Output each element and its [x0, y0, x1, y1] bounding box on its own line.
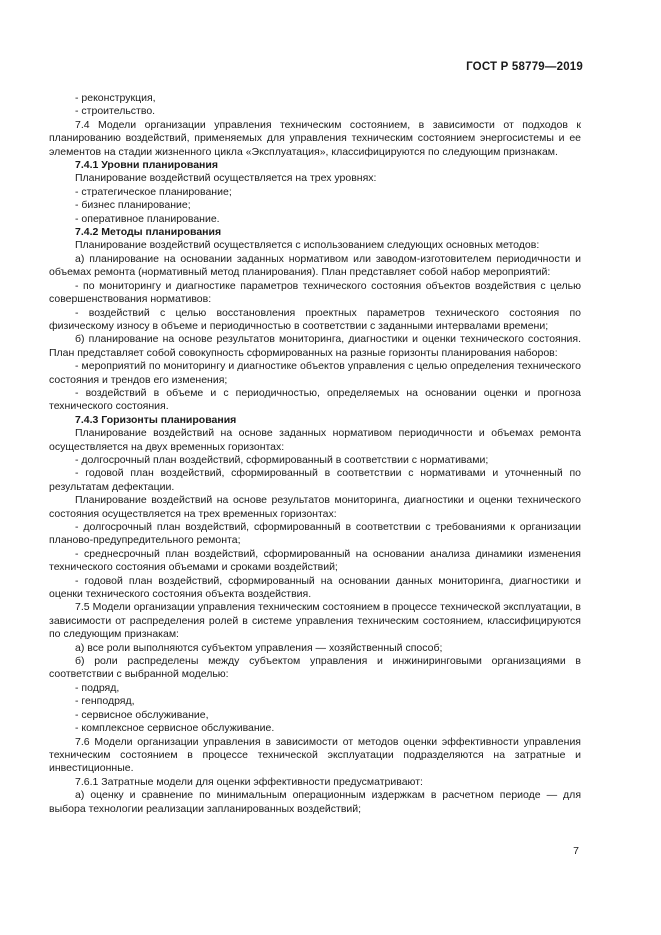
- list-item: - строительство.: [75, 105, 156, 118]
- list-item: - долгосрочный план воздействий, сформированный в соответствии с нормативами;: [75, 453, 489, 466]
- list-item: - по мониторингу и диагностике параметров технического состояния объектов воздействия с целью совершенствования нормативов:: [49, 279, 581, 306]
- list-item: - долгосрочный план воздействий, сформированный в соответствии с требованиями к организации планово-предупредительного ремонта;: [49, 521, 581, 547]
- paragraph: Планирование воздействий осуществляется с использованием следующих основных методов:: [75, 239, 540, 252]
- list-item: - воздействий с целью восстановления проектных параметров технического состояния по физическому износу в объеме и периодичностью в соответствии с заданными интервалами времени;: [49, 306, 581, 332]
- list-item: а) все роли выполняются субъектом управления — хозяйственный способ;: [75, 641, 443, 654]
- list-item: - реконструкция,: [75, 92, 156, 104]
- paragraph: 7.6 Модели организации управления в зависимости от методов оценки эффективности управления техническим состоянием в процессе технической эксплуатации подразделяются на затратные и инвестиционные.: [49, 735, 581, 775]
- list-item: - генподряд,: [75, 695, 135, 708]
- list-item: б) роли распределены между субъектом управления и инжиниринговыми организациями в соответствии с выбранной моделью:: [49, 655, 581, 681]
- page-number: 7: [573, 845, 579, 857]
- list-item: - среднесрочный план воздействий, сформированный на основании анализа динамики изменения технического состояния объемами и сроками воздействий;: [49, 547, 581, 574]
- list-item: - воздействий в объеме и с периодичностью, определяемых на основании оценки и прогноза технического состояния.: [49, 386, 581, 413]
- section-heading: 7.4.2 Методы планирования: [75, 226, 222, 239]
- paragraph: Планирование воздействий на основе результатов мониторинга, диагностики и оценки технического состояния осуществляется на трех временных горизонтах:: [49, 494, 581, 520]
- paragraph: 7.6.1 Затратные модели для оценки эффективности предусматривают:: [75, 775, 423, 788]
- list-item: - стратегическое планирование;: [75, 185, 232, 198]
- list-item: - годовой план воздействий, сформированный в соответствии с нормативами и уточненный по результатам дефектации.: [49, 467, 581, 493]
- list-item: - сервисное обслуживание,: [75, 708, 209, 721]
- paragraph: 7.4 Модели организации управления техническим состоянием, в зависимости от подходов к планированию воздействий, применяемых для управления техническим состоянием энергосистемы и ее элементов на стадии жизненного цикла «Эксплуатация», классифицируются по следующим признакам.: [49, 118, 581, 158]
- list-item: - годовой план воздействий, сформированный на основании данных мониторинга, диагностики и оценки технического состояния объекта воздействия.: [49, 574, 581, 601]
- list-item: - подряд,: [75, 681, 120, 694]
- list-item: - оперативное планирование.: [75, 212, 220, 225]
- section-heading: 7.4.1 Уровни планирования: [75, 159, 218, 172]
- list-item: - комплексное сервисное обслуживание.: [75, 722, 275, 735]
- list-item: - мероприятий по мониторингу и диагностике объектов управления с целью определения технического состояния и трендов его изменения;: [49, 360, 581, 386]
- paragraph: б) планирование на основе результатов мониторинга, диагностики и оценки технического состояния. План представляет собой совокупность сформированных на разные горизонты планирования наборов:: [49, 333, 581, 359]
- section-heading: 7.4.3 Горизонты планирования: [75, 413, 237, 426]
- paragraph: а) планирование на основании заданных нормативом или заводом-изготовителем периодичности и объемах ремонта (нормативный метод планирования). План представляет собой набор мероприятий:: [49, 252, 581, 279]
- body-text: [49, 92, 581, 816]
- paragraph: Планирование воздействий на основе заданных нормативом периодичности и объемах ремонта осуществляется на двух временных горизонтах:: [49, 427, 581, 453]
- paragraph: а) оценку и сравнение по минимальным операционным издержкам в расчетном периоде — для выбора технологии реализации запланированных воздействий;: [49, 789, 581, 815]
- paragraph: Планирование воздействий осуществляется на трех уровнях:: [75, 172, 377, 185]
- paragraph: 7.5 Модели организации управления техническим состоянием в процессе технической эксплуатации, в зависимости от распределения ролей в системе управления техническим состоянием, классифицируются по следующим признакам:: [49, 601, 581, 641]
- standard-header: ГОСТ Р 58779—2019: [466, 61, 583, 73]
- list-item: - бизнес планирование;: [75, 199, 191, 212]
